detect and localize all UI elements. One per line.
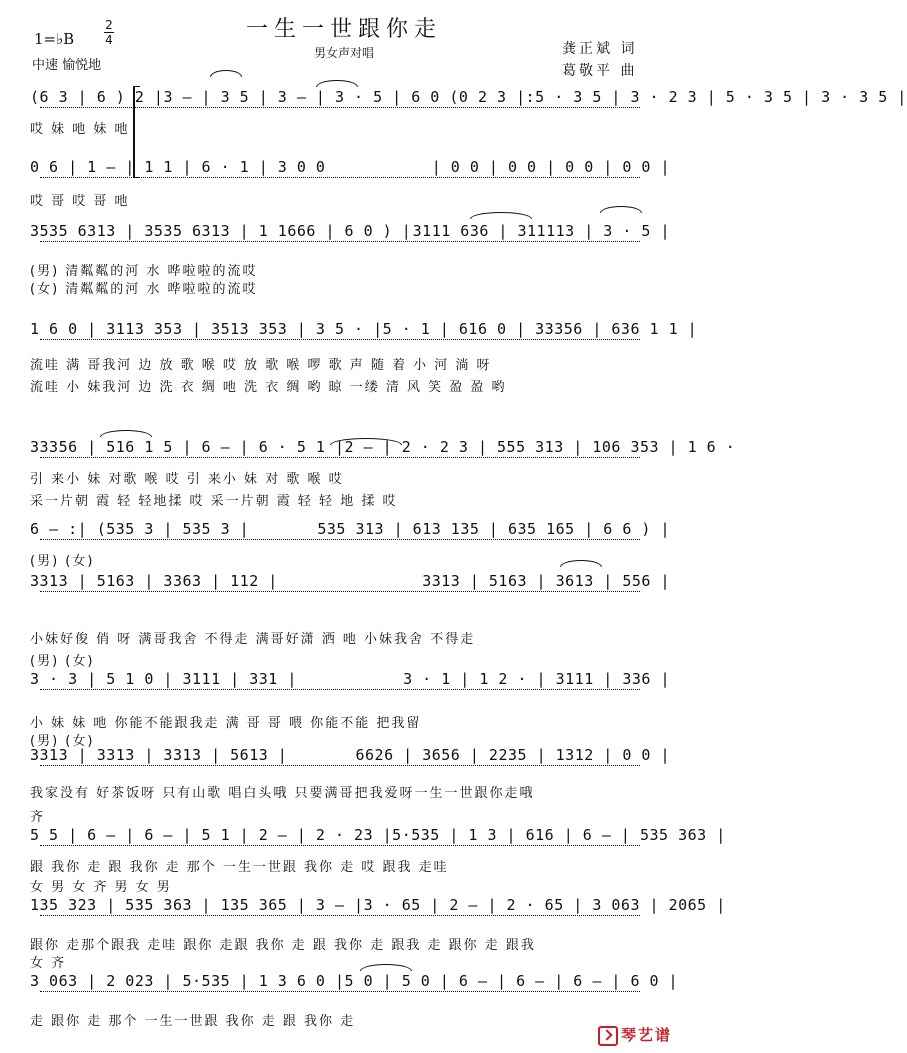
lyric-line: (男) (女): [30, 734, 95, 749]
notation-row: [30, 826, 726, 844]
notation-row: [30, 520, 670, 538]
notation-measure-group: 5 · 1 | 616 0 | 33356 | 636 1 1 |: [382, 320, 698, 338]
tempo-marking: 中速 愉悦地: [32, 58, 102, 73]
watermark-text: 琴艺谱: [621, 1026, 673, 1044]
lyric-line: 采一片朝 霞 轻 轻地揉 哎 采一片朝 霞 轻 轻 地 揉 哎: [30, 494, 398, 509]
slur-mark: [600, 206, 642, 213]
meter-bottom: 4: [105, 33, 113, 47]
slur-mark: [470, 212, 532, 219]
lyric-line: 流哇 小 妹我河 边 洗 衣 绸 吔 洗 衣 绸 哟 晾 一缕 清 风 笑 盈 盈 哟: [30, 380, 507, 395]
notation-row: [30, 572, 670, 590]
beam-line: [40, 915, 640, 916]
notation-measure-group: 6 — :| (535 3 | 535 3 |: [30, 520, 250, 538]
notation-measure-group: 3313 | 5163 | 3613 | 556 |: [422, 572, 670, 590]
notation-measure-group: | 0 0 | 0 0 | 0 0 | 0 0 |: [431, 158, 670, 176]
notation-measure-group: 3 · 65 | 2 — | 2 · 65 | 3 063 | 2065 |: [363, 896, 726, 914]
lyric-line: 女 男 女 齐 男 女 男: [30, 880, 172, 895]
notation-measure-group: 3 — | 3 5 | 3 — | 3 · 5 | 6 0 (0 2 3 |:: [163, 88, 536, 106]
notation-row: [30, 896, 726, 914]
meter-top: 2: [105, 18, 113, 32]
lyric-line: (女) 清粼粼的河 水 哗啦啦的流哎: [30, 282, 258, 297]
lyric-line: 我家没有 好茶饭呀 只有山歌 唱白头哦 只要满哥把我爱呀一生一世跟你走哦: [30, 786, 535, 801]
time-signature: [104, 18, 114, 47]
song-subtitle: 男女声对唱: [313, 46, 374, 60]
notation-measure-group: (6 3 | 6 ) 2 |: [30, 88, 164, 106]
lyric-line: 跟你 走那个跟我 走哇 跟你 走跟 我你 走 跟 我你 走 跟我 走 跟你 走 跟我: [30, 938, 536, 953]
beam-line: [40, 845, 640, 846]
notation-measure-group: 1 6 0 | 3113 353 | 3513 353 | 3 5 · |: [30, 320, 383, 338]
slur-mark: [560, 560, 602, 567]
lyric-line: 齐: [30, 810, 46, 825]
lyric-line: (男) 清粼粼的河 水 哗啦啦的流哎: [30, 264, 258, 279]
lyric-line: 小 妹 妹 吔 你能不能跟我走 满 哥 哥 喂 你能不能 把我留: [30, 716, 422, 731]
notation-measure-group: 3 063 | 2 023 | 5·535 | 1 3 6 0 |: [30, 972, 345, 990]
lyric-line: 哎 妹 吔 妹 吔: [30, 122, 130, 137]
notation-row: [30, 88, 907, 106]
notation-measure-group: 0 6 | 1 — | 1 1 | 6 · 1 | 3 0 0: [30, 158, 326, 176]
key-signature: 1=♭B: [34, 30, 75, 48]
lyric-line: 小妹好俊 俏 呀 满哥我舍 不得走 满哥好潇 洒 吔 小妹我舍 不得走: [30, 632, 476, 647]
notation-measure-group: 5 5 | 6 — | 6 — | 5 1 | 2 — | 2 · 23 |: [30, 826, 393, 844]
notation-measure-group: 3111 636 | 311113 | 3 · 5 |: [412, 222, 670, 240]
composer-credit: 葛敬平 曲: [562, 63, 638, 79]
notation-row: [30, 972, 679, 990]
lyric-line: (男) (女): [30, 554, 95, 569]
lyricist-credit: 龚正斌 词: [562, 41, 638, 57]
lyric-line: 女 齐: [30, 956, 67, 971]
beam-line: [40, 689, 640, 690]
logo-icon: [598, 1026, 618, 1046]
notation-measure-group: 3313 | 3313 | 3313 | 5613 |: [30, 746, 288, 764]
beam-line: [40, 241, 640, 242]
notation-measure-group: 5 0 | 5 0 | 6 — | 6 — | 6 — | 6 0 |: [344, 972, 679, 990]
beam-line: [40, 107, 640, 108]
slur-mark: [330, 438, 402, 445]
notation-measure-group: 5 · 3 5 | 3 · 2 3 | 5 · 3 5 | 3 · 3 5 |: [535, 88, 907, 106]
notation-measure-group: 3 · 3 | 5 1 0 | 3111 | 331 |: [30, 670, 297, 688]
beam-line: [40, 177, 640, 178]
lyric-line: 哎 哥 哎 哥 吔: [30, 194, 130, 209]
notation-measure-group: 3 · 1 | 1 2 · | 3111 | 336 |: [403, 670, 670, 688]
slur-mark: [360, 964, 412, 971]
song-title: 一生一世跟你走: [245, 17, 442, 42]
notation-measure-group: 135 323 | 535 363 | 135 365 | 3 — |: [30, 896, 364, 914]
notation-measure-group: 33356 | 516 1 5 | 6 — | 6 · 5 1 |: [30, 438, 345, 456]
notation-row: [30, 158, 670, 176]
lyric-line: (男) (女): [30, 654, 95, 669]
beam-line: [40, 457, 640, 458]
slur-mark: [100, 430, 152, 437]
notation-measure-group: 6626 | 3656 | 2235 | 1312 | 0 0 |: [355, 746, 670, 764]
lyric-line: 跟 我你 走 跟 我你 走 那个 一生一世跟 我你 走 哎 跟我 走哇: [30, 860, 449, 875]
notation-measure-group: 5·535 | 1 3 | 616 | 6 — | 535 363 |: [392, 826, 726, 844]
notation-row: [30, 670, 670, 688]
notation-measure-group: 3313 | 5163 | 3363 | 112 |: [30, 572, 278, 590]
notation-measure-group: 2 — | 2 · 2 3 | 555 313 | 106 353 | 1 6 ·: [344, 438, 736, 456]
slur-mark: [210, 70, 242, 77]
watermark-logo: [598, 1024, 672, 1046]
notation-row: [30, 320, 698, 338]
lyric-line: 引 来小 妹 对歌 喉 哎 引 来小 妹 对 歌 喉 哎: [30, 472, 344, 487]
slur-mark: [316, 80, 358, 87]
beam-line: [40, 339, 640, 340]
notation-measure-group: 3535 6313 | 3535 6313 | 1 1666 | 6 0 ) |: [30, 222, 412, 240]
notation-row: [30, 222, 670, 240]
beam-line: [40, 591, 640, 592]
lyric-line: 流哇 满 哥我河 边 放 歌 喉 哎 放 歌 喉 啰 歌 声 随 着 小 河 淌 呀: [30, 358, 492, 373]
notation-measure-group: 535 313 | 613 135 | 635 165 | 6 6 ) |: [317, 520, 670, 538]
beam-line: [40, 765, 640, 766]
beam-line: [40, 991, 640, 992]
beam-line: [40, 539, 640, 540]
lyric-line: 走 跟你 走 那个 一生一世跟 我你 走 跟 我你 走: [30, 1014, 356, 1029]
